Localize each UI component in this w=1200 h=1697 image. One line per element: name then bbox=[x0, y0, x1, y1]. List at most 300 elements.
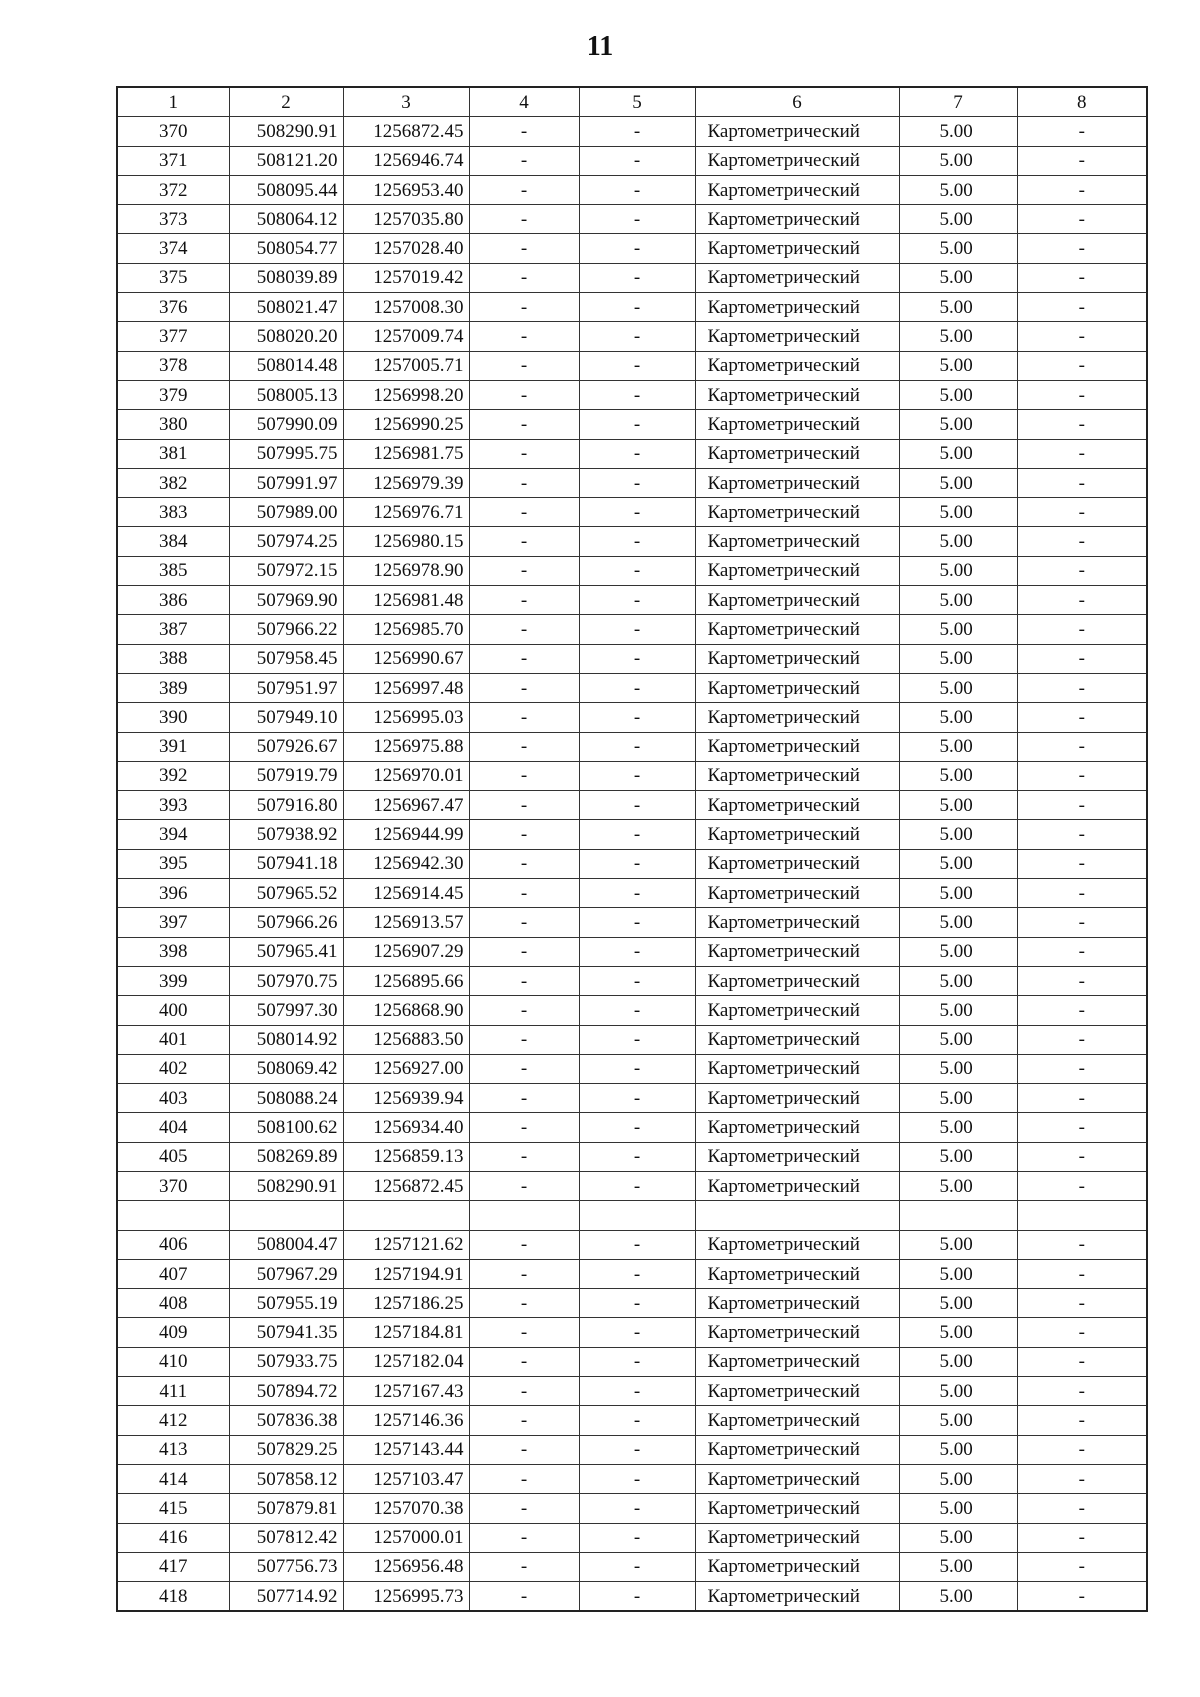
column-4-cell: - bbox=[469, 1377, 579, 1406]
column-4-cell: - bbox=[469, 1435, 579, 1464]
table-row bbox=[117, 1171, 1147, 1200]
table-row bbox=[117, 820, 1147, 849]
column-4-cell: - bbox=[469, 703, 579, 732]
x-coordinate-cell: 507919.79 bbox=[229, 761, 343, 790]
column-4-cell: - bbox=[469, 644, 579, 673]
method-cell: Картометрический bbox=[695, 1494, 899, 1523]
column-5-cell: - bbox=[579, 1552, 695, 1581]
method-cell: Картометрический bbox=[695, 410, 899, 439]
column-4-cell: - bbox=[469, 1523, 579, 1552]
column-header-8: 8 bbox=[1017, 87, 1147, 117]
column-4-cell: - bbox=[469, 1113, 579, 1142]
table-row bbox=[117, 1523, 1147, 1552]
method-cell: Картометрический bbox=[695, 527, 899, 556]
column-4-cell: - bbox=[469, 468, 579, 497]
y-coordinate-cell: 1257028.40 bbox=[343, 234, 469, 263]
y-coordinate-cell: 1256913.57 bbox=[343, 908, 469, 937]
column-4-cell: - bbox=[469, 1347, 579, 1376]
x-coordinate-cell: 507926.67 bbox=[229, 732, 343, 761]
column-5-cell: - bbox=[579, 263, 695, 292]
column-5-cell: - bbox=[579, 820, 695, 849]
y-coordinate-cell: 1257005.71 bbox=[343, 351, 469, 380]
column-header-4: 4 bbox=[469, 87, 579, 117]
x-coordinate-cell: 508039.89 bbox=[229, 263, 343, 292]
column-8-cell: - bbox=[1017, 263, 1147, 292]
accuracy-cell: 5.00 bbox=[899, 879, 1017, 908]
method-cell: Картометрический bbox=[695, 908, 899, 937]
x-coordinate-cell: 507938.92 bbox=[229, 820, 343, 849]
column-8-cell: - bbox=[1017, 117, 1147, 146]
accuracy-cell: 5.00 bbox=[899, 1582, 1017, 1612]
y-coordinate-cell: 1256872.45 bbox=[343, 117, 469, 146]
column-8-cell bbox=[1017, 1201, 1147, 1230]
y-coordinate-cell: 1256980.15 bbox=[343, 527, 469, 556]
method-cell: Картометрический bbox=[695, 1523, 899, 1552]
x-coordinate-cell: 507966.22 bbox=[229, 615, 343, 644]
column-5-cell: - bbox=[579, 205, 695, 234]
column-8-cell: - bbox=[1017, 703, 1147, 732]
y-coordinate-cell: 1256927.00 bbox=[343, 1054, 469, 1083]
y-coordinate-cell: 1256997.48 bbox=[343, 673, 469, 702]
column-8-cell: - bbox=[1017, 966, 1147, 995]
column-header-2: 2 bbox=[229, 87, 343, 117]
table-row bbox=[117, 1494, 1147, 1523]
accuracy-cell: 5.00 bbox=[899, 117, 1017, 146]
column-4-cell: - bbox=[469, 1084, 579, 1113]
page-number: 11 bbox=[586, 31, 614, 62]
column-4-cell: - bbox=[469, 908, 579, 937]
y-coordinate-cell: 1257035.80 bbox=[343, 205, 469, 234]
column-4-cell: - bbox=[469, 586, 579, 615]
column-5-cell: - bbox=[579, 1142, 695, 1171]
table-row bbox=[117, 1406, 1147, 1435]
point-number-cell: 392 bbox=[117, 761, 229, 790]
column-5-cell: - bbox=[579, 146, 695, 175]
table-row bbox=[117, 410, 1147, 439]
table-row bbox=[117, 1289, 1147, 1318]
column-8-cell: - bbox=[1017, 498, 1147, 527]
method-cell: Картометрический bbox=[695, 1347, 899, 1376]
x-coordinate-cell: 507829.25 bbox=[229, 1435, 343, 1464]
y-coordinate-cell: 1256970.01 bbox=[343, 761, 469, 790]
table-row bbox=[117, 1259, 1147, 1288]
column-5-cell: - bbox=[579, 937, 695, 966]
point-number-cell: 400 bbox=[117, 996, 229, 1025]
y-coordinate-cell: 1256990.67 bbox=[343, 644, 469, 673]
column-5-cell: - bbox=[579, 556, 695, 585]
accuracy-cell: 5.00 bbox=[899, 791, 1017, 820]
method-cell: Картометрический bbox=[695, 937, 899, 966]
column-4-cell: - bbox=[469, 1259, 579, 1288]
method-cell: Картометрический bbox=[695, 1259, 899, 1288]
column-4-cell: - bbox=[469, 439, 579, 468]
column-5-cell: - bbox=[579, 1406, 695, 1435]
y-coordinate-cell: 1256895.66 bbox=[343, 966, 469, 995]
method-cell: Картометрический bbox=[695, 175, 899, 204]
y-coordinate-cell: 1256981.48 bbox=[343, 586, 469, 615]
y-coordinate-cell: 1256956.48 bbox=[343, 1552, 469, 1581]
x-coordinate-cell: 507969.90 bbox=[229, 586, 343, 615]
accuracy-cell: 5.00 bbox=[899, 849, 1017, 878]
accuracy-cell: 5.00 bbox=[899, 556, 1017, 585]
column-5-cell: - bbox=[579, 351, 695, 380]
x-coordinate-cell: 508004.47 bbox=[229, 1230, 343, 1259]
x-coordinate-cell: 508088.24 bbox=[229, 1084, 343, 1113]
table-row bbox=[117, 732, 1147, 761]
table-row bbox=[117, 175, 1147, 204]
point-number-cell: 418 bbox=[117, 1582, 229, 1612]
column-5-cell: - bbox=[579, 498, 695, 527]
column-5-cell: - bbox=[579, 791, 695, 820]
x-coordinate-cell: 508020.20 bbox=[229, 322, 343, 351]
y-coordinate-cell: 1256868.90 bbox=[343, 996, 469, 1025]
column-8-cell: - bbox=[1017, 1464, 1147, 1493]
table-row bbox=[117, 879, 1147, 908]
x-coordinate-cell: 508069.42 bbox=[229, 1054, 343, 1083]
table-row bbox=[117, 1054, 1147, 1083]
y-coordinate-cell: 1256975.88 bbox=[343, 732, 469, 761]
x-coordinate-cell: 507894.72 bbox=[229, 1377, 343, 1406]
method-cell: Картометрический bbox=[695, 1464, 899, 1493]
y-coordinate-cell: 1256981.75 bbox=[343, 439, 469, 468]
y-coordinate-cell: 1257008.30 bbox=[343, 293, 469, 322]
method-cell: Картометрический bbox=[695, 849, 899, 878]
method-cell: Картометрический bbox=[695, 586, 899, 615]
point-number-cell: 413 bbox=[117, 1435, 229, 1464]
method-cell: Картометрический bbox=[695, 556, 899, 585]
point-number-cell: 403 bbox=[117, 1084, 229, 1113]
column-5-cell: - bbox=[579, 1113, 695, 1142]
point-number-cell: 378 bbox=[117, 351, 229, 380]
column-5-cell: - bbox=[579, 586, 695, 615]
table-row bbox=[117, 351, 1147, 380]
point-number-cell: 384 bbox=[117, 527, 229, 556]
x-coordinate-cell: 507995.75 bbox=[229, 439, 343, 468]
column-8-cell: - bbox=[1017, 468, 1147, 497]
accuracy-cell: 5.00 bbox=[899, 937, 1017, 966]
column-4-cell: - bbox=[469, 879, 579, 908]
table-row bbox=[117, 761, 1147, 790]
column-8-cell: - bbox=[1017, 439, 1147, 468]
method-cell: Картометрический bbox=[695, 996, 899, 1025]
column-8-cell: - bbox=[1017, 1406, 1147, 1435]
y-coordinate-cell: 1256944.99 bbox=[343, 820, 469, 849]
x-coordinate-cell: 508064.12 bbox=[229, 205, 343, 234]
point-number-cell: 388 bbox=[117, 644, 229, 673]
column-5-cell: - bbox=[579, 322, 695, 351]
accuracy-cell: 5.00 bbox=[899, 1494, 1017, 1523]
y-coordinate-cell bbox=[343, 1201, 469, 1230]
column-5-cell: - bbox=[579, 732, 695, 761]
accuracy-cell: 5.00 bbox=[899, 1259, 1017, 1288]
x-coordinate-cell: 508121.20 bbox=[229, 146, 343, 175]
column-8-cell: - bbox=[1017, 556, 1147, 585]
accuracy-cell: 5.00 bbox=[899, 1171, 1017, 1200]
x-coordinate-cell: 507955.19 bbox=[229, 1289, 343, 1318]
accuracy-cell: 5.00 bbox=[899, 1142, 1017, 1171]
x-coordinate-cell: 507990.09 bbox=[229, 410, 343, 439]
method-cell: Картометрический bbox=[695, 1582, 899, 1612]
table-row bbox=[117, 586, 1147, 615]
column-5-cell: - bbox=[579, 966, 695, 995]
accuracy-cell: 5.00 bbox=[899, 1377, 1017, 1406]
column-8-cell: - bbox=[1017, 615, 1147, 644]
column-8-cell: - bbox=[1017, 1025, 1147, 1054]
point-number-cell: 379 bbox=[117, 380, 229, 409]
column-4-cell: - bbox=[469, 1406, 579, 1435]
column-5-cell: - bbox=[579, 849, 695, 878]
column-5-cell: - bbox=[579, 879, 695, 908]
column-header-1: 1 bbox=[117, 87, 229, 117]
method-cell: Картометрический bbox=[695, 1084, 899, 1113]
method-cell: Картометрический bbox=[695, 966, 899, 995]
column-4-cell: - bbox=[469, 117, 579, 146]
point-number-cell: 374 bbox=[117, 234, 229, 263]
accuracy-cell: 5.00 bbox=[899, 1054, 1017, 1083]
point-number-cell: 385 bbox=[117, 556, 229, 585]
table-row bbox=[117, 439, 1147, 468]
point-number-cell: 397 bbox=[117, 908, 229, 937]
table-row bbox=[117, 1084, 1147, 1113]
x-coordinate-cell: 508021.47 bbox=[229, 293, 343, 322]
method-cell: Картометрический bbox=[695, 1406, 899, 1435]
column-5-cell: - bbox=[579, 908, 695, 937]
y-coordinate-cell: 1256883.50 bbox=[343, 1025, 469, 1054]
column-4-cell: - bbox=[469, 556, 579, 585]
method-cell: Картометрический bbox=[695, 468, 899, 497]
method-cell: Картометрический bbox=[695, 644, 899, 673]
table-row bbox=[117, 1142, 1147, 1171]
column-8-cell: - bbox=[1017, 644, 1147, 673]
table-row bbox=[117, 1318, 1147, 1347]
table-row bbox=[117, 263, 1147, 292]
column-8-cell: - bbox=[1017, 1230, 1147, 1259]
column-5-cell: - bbox=[579, 380, 695, 409]
table-row bbox=[117, 1113, 1147, 1142]
column-4-cell: - bbox=[469, 1142, 579, 1171]
method-cell: Картометрический bbox=[695, 234, 899, 263]
point-number-cell: 383 bbox=[117, 498, 229, 527]
x-coordinate-cell: 507967.29 bbox=[229, 1259, 343, 1288]
column-8-cell: - bbox=[1017, 1318, 1147, 1347]
table-row bbox=[117, 1464, 1147, 1493]
column-4-cell: - bbox=[469, 673, 579, 702]
table-row bbox=[117, 791, 1147, 820]
point-number-cell: 373 bbox=[117, 205, 229, 234]
column-5-cell: - bbox=[579, 1435, 695, 1464]
x-coordinate-cell: 507941.18 bbox=[229, 849, 343, 878]
column-4-cell: - bbox=[469, 937, 579, 966]
x-coordinate-cell: 508100.62 bbox=[229, 1113, 343, 1142]
point-number-cell: 411 bbox=[117, 1377, 229, 1406]
point-number-cell: 382 bbox=[117, 468, 229, 497]
table-row bbox=[117, 644, 1147, 673]
column-8-cell: - bbox=[1017, 1582, 1147, 1612]
x-coordinate-cell: 508290.91 bbox=[229, 117, 343, 146]
column-8-cell: - bbox=[1017, 322, 1147, 351]
column-4-cell: - bbox=[469, 527, 579, 556]
x-coordinate-cell: 508269.89 bbox=[229, 1142, 343, 1171]
point-number-cell: 391 bbox=[117, 732, 229, 761]
coordinates-table bbox=[116, 86, 1148, 1612]
point-number-cell: 370 bbox=[117, 1171, 229, 1200]
table-row bbox=[117, 1201, 1147, 1230]
x-coordinate-cell: 507933.75 bbox=[229, 1347, 343, 1376]
column-5-cell: - bbox=[579, 117, 695, 146]
method-cell: Картометрический bbox=[695, 1025, 899, 1054]
point-number-cell: 399 bbox=[117, 966, 229, 995]
y-coordinate-cell: 1256995.03 bbox=[343, 703, 469, 732]
y-coordinate-cell: 1257146.36 bbox=[343, 1406, 469, 1435]
column-5-cell: - bbox=[579, 439, 695, 468]
column-8-cell: - bbox=[1017, 791, 1147, 820]
column-4-cell: - bbox=[469, 1054, 579, 1083]
accuracy-cell: 5.00 bbox=[899, 175, 1017, 204]
x-coordinate-cell: 507812.42 bbox=[229, 1523, 343, 1552]
column-4-cell: - bbox=[469, 146, 579, 175]
column-5-cell: - bbox=[579, 1377, 695, 1406]
point-number-cell: 376 bbox=[117, 293, 229, 322]
column-4-cell: - bbox=[469, 849, 579, 878]
column-5-cell: - bbox=[579, 175, 695, 204]
column-header-7: 7 bbox=[899, 87, 1017, 117]
point-number-cell: 389 bbox=[117, 673, 229, 702]
accuracy-cell bbox=[899, 1201, 1017, 1230]
y-coordinate-cell: 1256978.90 bbox=[343, 556, 469, 585]
x-coordinate-cell: 507966.26 bbox=[229, 908, 343, 937]
column-4-cell: - bbox=[469, 205, 579, 234]
column-8-cell: - bbox=[1017, 996, 1147, 1025]
column-4-cell: - bbox=[469, 732, 579, 761]
point-number-cell: 404 bbox=[117, 1113, 229, 1142]
column-4-cell: - bbox=[469, 410, 579, 439]
method-cell: Картометрический bbox=[695, 703, 899, 732]
column-header-6: 6 bbox=[695, 87, 899, 117]
column-8-cell: - bbox=[1017, 205, 1147, 234]
column-4-cell: - bbox=[469, 1171, 579, 1200]
column-4-cell: - bbox=[469, 498, 579, 527]
y-coordinate-cell: 1257019.42 bbox=[343, 263, 469, 292]
table-row bbox=[117, 937, 1147, 966]
point-number-cell: 415 bbox=[117, 1494, 229, 1523]
y-coordinate-cell: 1256934.40 bbox=[343, 1113, 469, 1142]
x-coordinate-cell: 508095.44 bbox=[229, 175, 343, 204]
y-coordinate-cell: 1257186.25 bbox=[343, 1289, 469, 1318]
point-number-cell: 406 bbox=[117, 1230, 229, 1259]
accuracy-cell: 5.00 bbox=[899, 996, 1017, 1025]
point-number-cell: 387 bbox=[117, 615, 229, 644]
column-8-cell: - bbox=[1017, 1523, 1147, 1552]
accuracy-cell: 5.00 bbox=[899, 1464, 1017, 1493]
x-coordinate-cell: 507965.52 bbox=[229, 879, 343, 908]
column-8-cell: - bbox=[1017, 908, 1147, 937]
column-8-cell: - bbox=[1017, 410, 1147, 439]
point-number-cell bbox=[117, 1201, 229, 1230]
table-row bbox=[117, 146, 1147, 175]
x-coordinate-cell: 507916.80 bbox=[229, 791, 343, 820]
column-5-cell: - bbox=[579, 527, 695, 556]
method-cell: Картометрический bbox=[695, 820, 899, 849]
accuracy-cell: 5.00 bbox=[899, 1084, 1017, 1113]
column-8-cell: - bbox=[1017, 879, 1147, 908]
y-coordinate-cell: 1257009.74 bbox=[343, 322, 469, 351]
column-4-cell: - bbox=[469, 380, 579, 409]
column-8-cell: - bbox=[1017, 1377, 1147, 1406]
column-4-cell: - bbox=[469, 322, 579, 351]
column-4-cell: - bbox=[469, 820, 579, 849]
y-coordinate-cell: 1257194.91 bbox=[343, 1259, 469, 1288]
accuracy-cell: 5.00 bbox=[899, 820, 1017, 849]
point-number-cell: 370 bbox=[117, 117, 229, 146]
point-number-cell: 394 bbox=[117, 820, 229, 849]
column-8-cell: - bbox=[1017, 1171, 1147, 1200]
column-4-cell: - bbox=[469, 1494, 579, 1523]
x-coordinate-cell: 507965.41 bbox=[229, 937, 343, 966]
column-4-cell: - bbox=[469, 761, 579, 790]
y-coordinate-cell: 1256946.74 bbox=[343, 146, 469, 175]
point-number-cell: 371 bbox=[117, 146, 229, 175]
accuracy-cell: 5.00 bbox=[899, 1025, 1017, 1054]
column-5-cell: - bbox=[579, 1523, 695, 1552]
column-8-cell: - bbox=[1017, 175, 1147, 204]
accuracy-cell: 5.00 bbox=[899, 1523, 1017, 1552]
y-coordinate-cell: 1257167.43 bbox=[343, 1377, 469, 1406]
column-8-cell: - bbox=[1017, 1552, 1147, 1581]
column-8-cell: - bbox=[1017, 673, 1147, 702]
x-coordinate-cell: 507714.92 bbox=[229, 1582, 343, 1612]
y-coordinate-cell: 1256939.94 bbox=[343, 1084, 469, 1113]
accuracy-cell: 5.00 bbox=[899, 351, 1017, 380]
column-8-cell: - bbox=[1017, 1054, 1147, 1083]
accuracy-cell: 5.00 bbox=[899, 615, 1017, 644]
accuracy-cell: 5.00 bbox=[899, 644, 1017, 673]
method-cell: Картометрический bbox=[695, 293, 899, 322]
column-8-cell: - bbox=[1017, 293, 1147, 322]
column-5-cell: - bbox=[579, 1582, 695, 1612]
y-coordinate-cell: 1257121.62 bbox=[343, 1230, 469, 1259]
column-5-cell: - bbox=[579, 703, 695, 732]
y-coordinate-cell: 1257143.44 bbox=[343, 1435, 469, 1464]
point-number-cell: 416 bbox=[117, 1523, 229, 1552]
column-5-cell: - bbox=[579, 1318, 695, 1347]
accuracy-cell: 5.00 bbox=[899, 1318, 1017, 1347]
table-row bbox=[117, 498, 1147, 527]
point-number-cell: 390 bbox=[117, 703, 229, 732]
method-cell: Картометрический bbox=[695, 761, 899, 790]
method-cell: Картометрический bbox=[695, 791, 899, 820]
column-5-cell: - bbox=[579, 293, 695, 322]
column-4-cell: - bbox=[469, 996, 579, 1025]
point-number-cell: 398 bbox=[117, 937, 229, 966]
point-number-cell: 396 bbox=[117, 879, 229, 908]
accuracy-cell: 5.00 bbox=[899, 761, 1017, 790]
column-8-cell: - bbox=[1017, 732, 1147, 761]
column-5-cell: - bbox=[579, 1259, 695, 1288]
column-8-cell: - bbox=[1017, 351, 1147, 380]
column-5-cell: - bbox=[579, 1494, 695, 1523]
accuracy-cell: 5.00 bbox=[899, 1552, 1017, 1581]
column-5-cell: - bbox=[579, 1347, 695, 1376]
table-row bbox=[117, 556, 1147, 585]
column-5-cell: - bbox=[579, 1084, 695, 1113]
column-4-cell: - bbox=[469, 234, 579, 263]
column-5-cell: - bbox=[579, 996, 695, 1025]
column-4-cell: - bbox=[469, 1582, 579, 1612]
x-coordinate-cell: 507989.00 bbox=[229, 498, 343, 527]
table-body bbox=[117, 117, 1147, 1612]
accuracy-cell: 5.00 bbox=[899, 410, 1017, 439]
point-number-cell: 414 bbox=[117, 1464, 229, 1493]
